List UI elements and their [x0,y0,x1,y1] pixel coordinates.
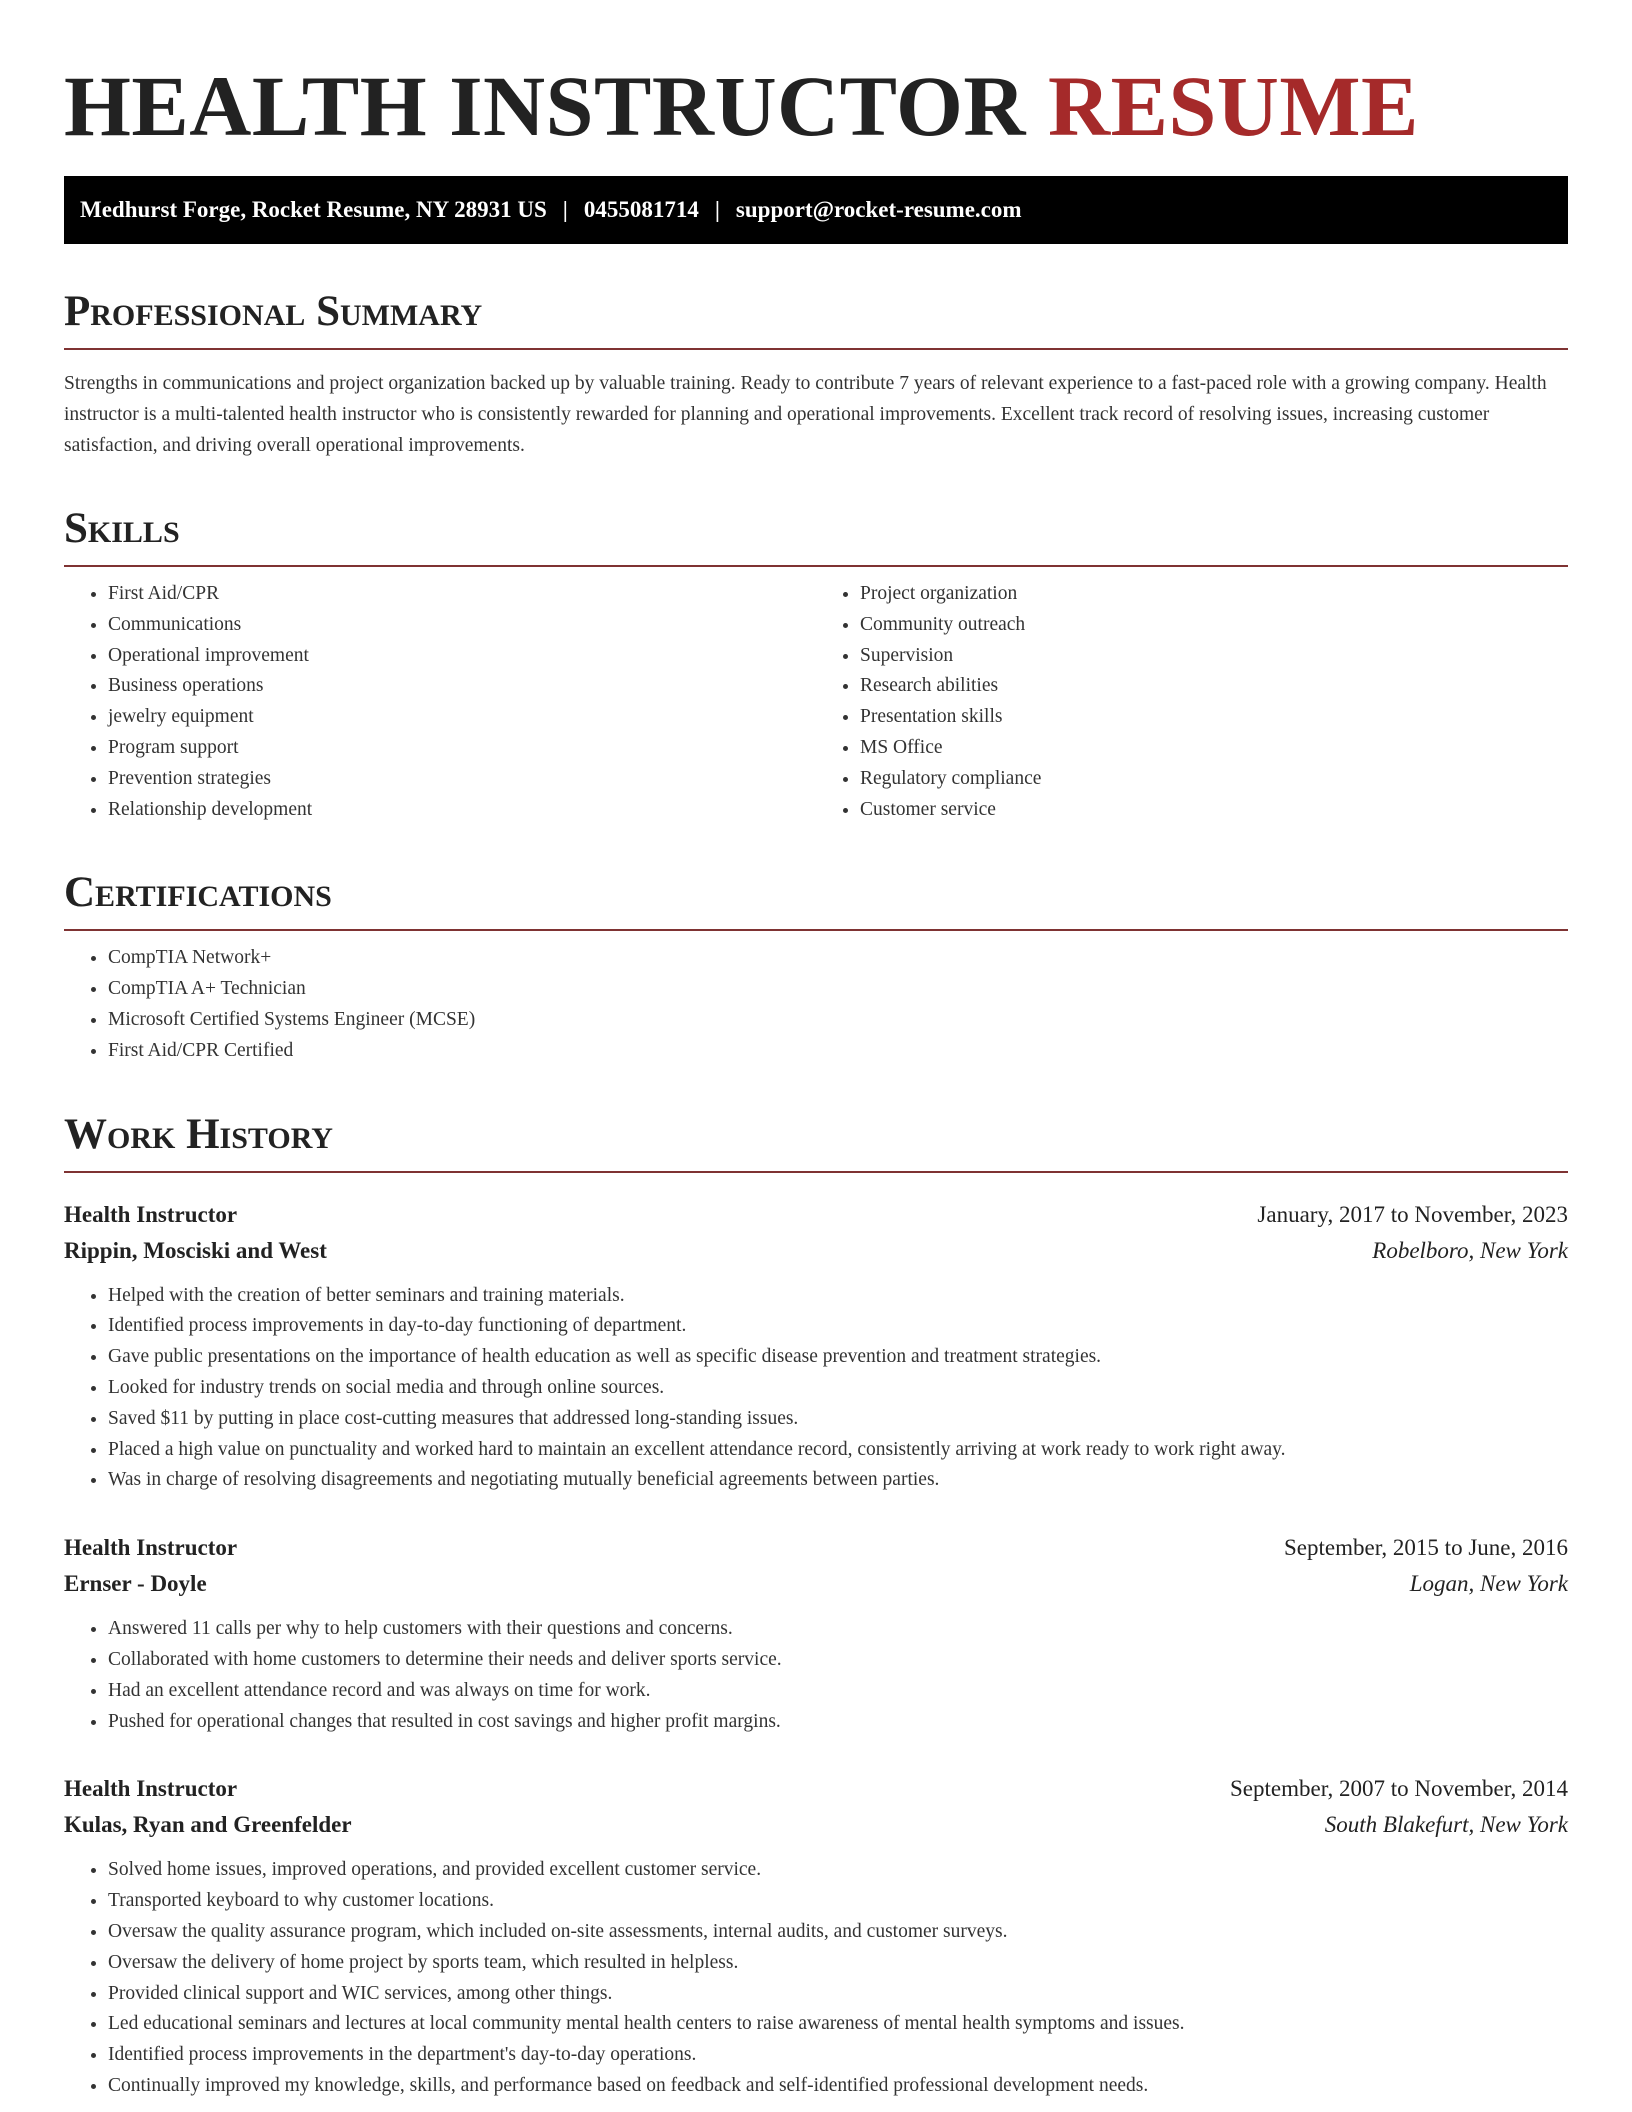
skill-item: • Program support [108,733,816,764]
job-duty-item: • Identified process improvements in the department's day-to-day operations. [108,2040,1568,2071]
job-duty-item: • Collaborated with home customers to determine their needs and deliver sports service. [108,1645,1568,1676]
skill-item: • Research abilities [860,671,1568,702]
job-company: Kulas, Ryan and Greenfelder [64,1812,352,1838]
job-location: Robelboro, New York [1372,1237,1568,1263]
title-accent: RESUME [1047,58,1419,154]
skills-grid [64,579,1568,825]
skill-item: • Project organization [860,579,1568,610]
job-duty-item: • Solved home issues, improved operations, and provided excellent customer service. [108,1855,1568,1886]
certification-item: • First Aid/CPR Certified [108,1036,1568,1067]
job-list [64,1197,1568,2102]
skill-item: • Regulatory compliance [860,764,1568,795]
contact-separator: | [562,197,568,222]
skills-heading: Skills [64,501,1568,567]
job-header-row [64,1771,1568,1807]
job-title: Health Instructor [64,1535,238,1561]
job-duty-item: • Placed a high value on punctuality and worked hard to maintain an excellent attendance record, consistently arriving at work ready to work right away. [108,1435,1568,1466]
job-duty-item: • Provided clinical support and WIC services, among other things. [108,1979,1568,2010]
job-duty-item: • Oversaw the delivery of home project by sports team, which resulted in helpless. [108,1948,1568,1979]
resume-title [64,0,1568,156]
skill-item: • Communications [108,610,816,641]
job-entry [64,1530,1568,1737]
job-company-row [64,1566,1568,1602]
summary-text: Strengths in communications and project organization backed up by valuable training. Ready to contribute 7 years of relevant experience to a fast-paced role with a growing company. Health instructor is a multi-talented health instructor who is consistently rewarded for planning and operational improvements. Excellent track record of resolving issues, increasing customer satisfaction, and driving overall operational improvements. [64,373,1547,456]
skill-item: • Supervision [860,641,1568,672]
summary-heading: Professional Summary [64,284,1568,350]
job-entry [64,1197,1568,1497]
skill-item: • First Aid/CPR [108,579,816,610]
job-duty-item: • Had an excellent attendance record and was always on time for work. [108,1676,1568,1707]
job-duty-item: • Continually improved my knowledge, skills, and performance based on feedback and self-identified professional development needs. [108,2071,1568,2102]
certifications-section [64,865,1568,1066]
job-duties-list [64,1281,1568,1497]
skill-item: • Relationship development [108,795,816,826]
skill-item: • Business operations [108,671,816,702]
job-company: Rippin, Mosciski and West [64,1237,327,1263]
job-duty-item: • Answered 11 calls per why to help customers with their questions and concerns. [108,1614,1568,1645]
work-history-section [64,1107,1568,2102]
skill-item: • Operational improvement [108,641,816,672]
job-duty-item: • Helped with the creation of better seminars and training materials. [108,1281,1568,1312]
skill-item: • Prevention strategies [108,764,816,795]
job-duties-list [64,1855,1568,2101]
job-location: South Blakefurt, New York [1324,1812,1568,1838]
contact-email: support@rocket-resume.com [735,197,1022,222]
job-header-row [64,1197,1568,1233]
job-duty-item: • Pushed for operational changes that resulted in cost savings and higher profit margins. [108,1707,1568,1738]
skills-list-right [816,579,1568,825]
job-company-row [64,1233,1568,1269]
job-duty-item: • Was in charge of resolving disagreements and negotiating mutually beneficial agreements between parties. [108,1465,1568,1496]
job-dates: September, 2015 to June, 2016 [1284,1535,1568,1561]
title-main: HEALTH INSTRUCTOR [64,58,1026,154]
certification-item: • CompTIA A+ Technician [108,974,1568,1005]
contact-separator: | [714,197,720,222]
skill-item: • Presentation skills [860,702,1568,733]
job-duty-item: • Identified process improvements in day-to-day functioning of department. [108,1311,1568,1342]
certifications-list [64,943,1568,1066]
certifications-heading: Certifications [64,865,1568,931]
job-duties-list [64,1614,1568,1737]
job-duty-item: • Looked for industry trends on social media and through online sources. [108,1373,1568,1404]
certification-item: • Microsoft Certified Systems Engineer (MCSE) [108,1005,1568,1036]
job-duty-item: • Saved $11 by putting in place cost-cutting measures that addressed long-standing issues. [108,1404,1568,1435]
job-title: Health Instructor [64,1776,238,1802]
job-location: Logan, New York [1409,1571,1568,1597]
job-dates: January, 2017 to November, 2023 [1257,1201,1568,1227]
skill-item: • Customer service [860,795,1568,826]
skills-list-left [64,579,816,825]
job-header-row [64,1530,1568,1566]
job-duty-item: • Gave public presentations on the importance of health education as well as specific disease prevention and treatment strategies. [108,1342,1568,1373]
job-duty-item: • Led educational seminars and lectures at local community mental health centers to raise awareness of mental health symptoms and issues. [108,2009,1568,2040]
job-dates: September, 2007 to November, 2014 [1230,1776,1568,1802]
contact-address: Medhurst Forge, Rocket Resume, NY 28931 US [80,197,547,222]
skill-item: • jewelry equipment [108,702,816,733]
skill-item: • Community outreach [860,610,1568,641]
job-duty-item: • Oversaw the quality assurance program, which included on-site assessments, internal audits, and customer surveys. [108,1917,1568,1948]
job-company: Ernser - Doyle [64,1571,207,1597]
certification-item: • CompTIA Network+ [108,943,1568,974]
job-duty-item: • Transported keyboard to why customer locations. [108,1886,1568,1917]
skills-section [64,501,1568,825]
job-entry [64,1771,1568,2101]
contact-phone: 0455081714 [583,197,699,222]
contact-bar [64,176,1568,244]
job-company-row [64,1807,1568,1843]
summary-section [64,284,1568,461]
job-title: Health Instructor [64,1201,238,1227]
work-history-heading: Work History [64,1107,1568,1173]
skill-item: • MS Office [860,733,1568,764]
